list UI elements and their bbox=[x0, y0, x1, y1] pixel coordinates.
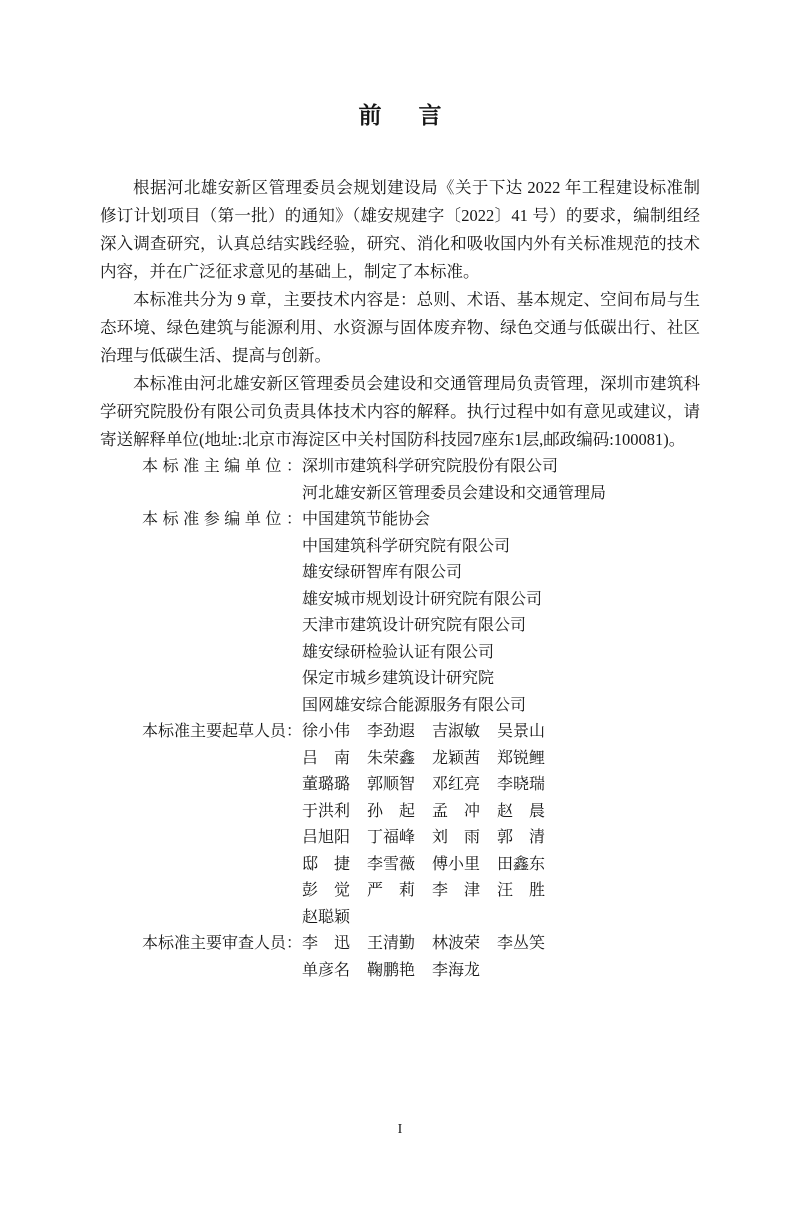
person-name: 朱荣鑫 bbox=[367, 749, 416, 767]
person-name: 邓红亮 bbox=[432, 776, 481, 793]
person-name: 李迅 bbox=[302, 935, 350, 952]
org-item: 天津市建筑设计研究院有限公司 bbox=[302, 617, 527, 634]
person-name: 李海龙 bbox=[432, 961, 481, 979]
org-item: 国网雄安综合能源服务有限公司 bbox=[302, 696, 527, 714]
credits bbox=[100, 454, 700, 984]
person-name: 徐小伟 bbox=[302, 723, 351, 740]
person-name: 赵聪颖 bbox=[302, 908, 351, 926]
paragraph: 本标准由河北雄安新区管理委员会建设和交通管理局负责管理，深圳市建筑科学研究院股份有限公司负责具体技术内容的解释。执行过程中如有意见或建议，请寄送解释单位(地址:北京市海淀区中关村国防科技园7座东1层,邮政编码:100081)。 bbox=[100, 374, 700, 449]
page-number: I bbox=[397, 1122, 403, 1137]
person-name: 邸捷 bbox=[302, 855, 350, 873]
person-name: 郑锐鲤 bbox=[497, 749, 546, 767]
person-name: 刘雨 bbox=[432, 829, 480, 846]
person-name: 于洪利 bbox=[302, 802, 351, 820]
person-name: 李津 bbox=[432, 882, 480, 899]
section-label: 本标准主要起草人员： bbox=[142, 723, 303, 740]
person-name: 李雪薇 bbox=[367, 855, 416, 873]
person-name: 李劲遐 bbox=[367, 723, 416, 740]
section-content bbox=[302, 507, 700, 719]
person-name: 吴景山 bbox=[497, 723, 546, 740]
section-label: 本标准主要审查人员： bbox=[142, 935, 303, 952]
org-item: 雄安绿研智库有限公司 bbox=[302, 564, 463, 581]
person-name: 孟冲 bbox=[432, 802, 480, 820]
person-name: 孙起 bbox=[367, 802, 415, 820]
person-name: 彭觉 bbox=[302, 882, 350, 899]
org-item: 河北雄安新区管理委员会建设和交通管理局 bbox=[302, 484, 607, 502]
person-name: 李丛笑 bbox=[497, 935, 546, 952]
name-row bbox=[302, 878, 700, 905]
person-name: 单彦名 bbox=[302, 961, 351, 979]
org-item: 雄安城市规划设计研究院有限公司 bbox=[302, 590, 543, 608]
credit-section bbox=[100, 719, 700, 931]
page-title-char: 言 bbox=[418, 102, 442, 128]
person-name: 吕南 bbox=[302, 749, 350, 767]
section-content bbox=[302, 719, 700, 931]
person-name: 李晓瑞 bbox=[497, 776, 546, 793]
person-name: 丁福峰 bbox=[367, 829, 416, 846]
name-row bbox=[302, 772, 700, 799]
name-row bbox=[302, 905, 700, 932]
name-row bbox=[302, 852, 700, 879]
person-name: 王清勤 bbox=[367, 935, 416, 952]
page-title-char: 前 bbox=[358, 102, 382, 128]
person-name: 赵晨 bbox=[497, 802, 545, 820]
person-name: 郭顺智 bbox=[367, 776, 416, 793]
person-name: 郭清 bbox=[497, 829, 545, 846]
paragraph: 本标准共分为 9 章，主要技术内容是：总则、术语、基本规定、空间布局与生态环境、绿色建筑与能源利用、水资源与固体废弃物、绿色交通与低碳出行、社区治理与低碳生活、提高与创新。 bbox=[100, 290, 700, 365]
section-content bbox=[302, 454, 700, 507]
org-item: 深圳市建筑科学研究院股份有限公司 bbox=[302, 458, 559, 475]
person-name: 董璐璐 bbox=[302, 776, 351, 793]
section-content bbox=[302, 931, 700, 984]
org-item: 保定市城乡建筑设计研究院 bbox=[302, 670, 495, 687]
org-item: 雄安绿研检验认证有限公司 bbox=[302, 643, 495, 661]
name-row bbox=[302, 746, 700, 773]
person-name: 汪胜 bbox=[497, 882, 545, 899]
paragraph: 根据河北雄安新区管理委员会规划建设局《关于下达 2022 年工程建设标准制修订计划项目（第一批）的通知》（雄安规建字〔2022〕41 号）的要求，编制组经深入调查研究，认真总结实践经验，研究、消化和吸收国内外有关标准规范的技术内容，并在广泛征求意见的基础上，制定了本标准。 bbox=[100, 178, 700, 281]
person-name: 田鑫东 bbox=[497, 855, 546, 873]
name-row bbox=[302, 958, 700, 985]
name-row bbox=[302, 799, 700, 826]
page-title bbox=[100, 96, 700, 130]
person-name: 吉淑敏 bbox=[432, 723, 481, 740]
person-name: 严莉 bbox=[367, 882, 415, 899]
document-page bbox=[0, 96, 800, 984]
credit-section bbox=[100, 454, 700, 507]
credit-section bbox=[100, 931, 700, 984]
paragraphs bbox=[100, 174, 700, 454]
name-row bbox=[302, 931, 700, 958]
person-name: 林波荣 bbox=[432, 935, 481, 952]
org-item: 中国建筑科学研究院有限公司 bbox=[302, 537, 511, 555]
person-name: 鞠鹏艳 bbox=[367, 961, 416, 979]
person-name: 龙颖茜 bbox=[432, 749, 481, 767]
section-label: 本标准主编单位： bbox=[142, 458, 302, 475]
person-name: 吕旭阳 bbox=[302, 829, 351, 846]
org-item: 中国建筑节能协会 bbox=[302, 511, 431, 528]
name-row bbox=[302, 825, 700, 852]
credit-section bbox=[100, 507, 700, 719]
section-label: 本标准参编单位： bbox=[142, 511, 302, 528]
name-row bbox=[302, 719, 700, 746]
person-name: 傅小里 bbox=[432, 855, 481, 873]
